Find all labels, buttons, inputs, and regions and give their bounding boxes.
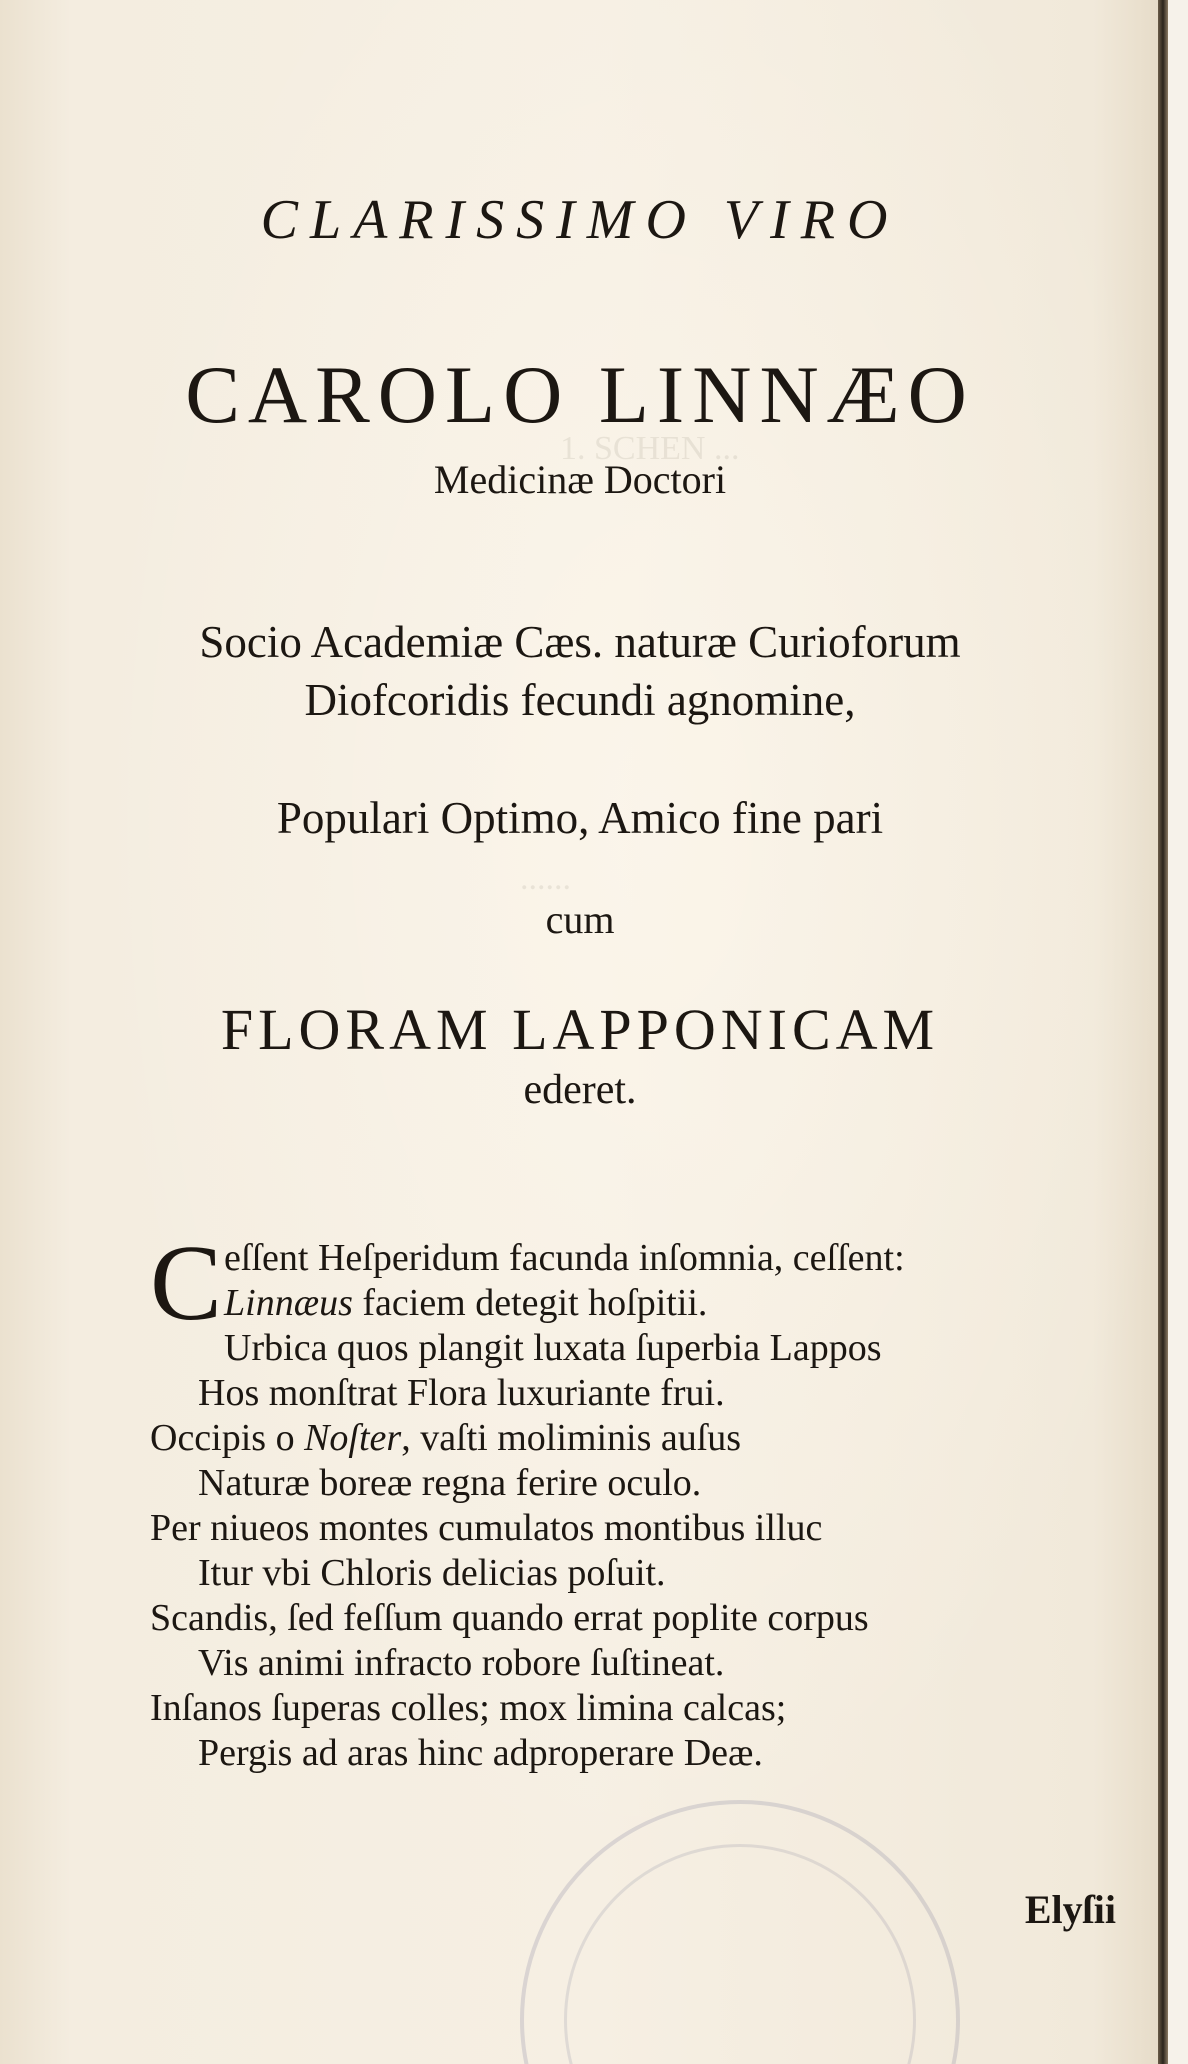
poem-line-5-rest: , vaſti moliminis auſus [401, 1417, 742, 1459]
poem-line-2 [150, 1281, 1110, 1326]
poem-line-7: Per niueos montes cumulatos montibus illuc [150, 1507, 823, 1549]
library-stamp [520, 1800, 960, 2064]
poem-line-2-italic: Linnæus [224, 1282, 353, 1324]
poem [150, 1224, 1110, 1776]
drop-cap: C [150, 1224, 223, 1343]
poem-line-4: Hos monſtrat Flora luxuriante frui. [198, 1372, 725, 1414]
page-edge-shadow [1158, 0, 1168, 2064]
bleed-through-text: ...... [520, 860, 571, 897]
poem-line-8: Itur vbi Chloris delicias poſuit. [198, 1552, 666, 1594]
poem-line-5-start: Occipis o [150, 1417, 305, 1459]
dedication-line-3: Populari Optimo, Amico fine pari [276, 793, 884, 843]
poem-line-5-italic: Noſter [304, 1417, 402, 1459]
right-margin [1168, 0, 1188, 2064]
dedication-heading: CLARISSIMO VIRO [260, 189, 900, 251]
dedication-line-4: cum [545, 897, 615, 942]
dedication-line-2: Diofcoridis fecundi agnomine, [304, 675, 856, 725]
poem-line-9: Scandis, ſed feſſum quando errat poplite corpus [150, 1597, 869, 1639]
poem-line-3: Urbica quos plangit luxata ſuperbia Lappos [224, 1327, 882, 1369]
catchword: Elyſii [1024, 1887, 1116, 1932]
bleed-through-text: 1. SCHEN ... [560, 430, 740, 467]
poem-line-12: Pergis ad aras hinc adproperare Deæ. [198, 1732, 763, 1774]
dedication-line-1: Socio Academiæ Cæs. naturæ Curioforum [199, 617, 961, 667]
dedication-line-6: ederet. [523, 1067, 637, 1113]
poem-line-1: eſſent Heſperidum facunda inſomnia, ceſſent: [224, 1237, 905, 1279]
book-title: FLORAM LAPPONICAM [220, 997, 940, 1062]
poem-line-6: Naturæ boreæ regna ferire oculo. [198, 1462, 702, 1504]
poem-line-2-rest: faciem detegit hoſpitii. [352, 1282, 708, 1324]
dedicatee-title: Medicinæ Doctori [433, 457, 727, 502]
poem-line-10: Vis animi infracto robore ſuſtineat. [198, 1642, 725, 1684]
dedicatee-name: CAROLO LINNÆO [185, 349, 975, 440]
poem-line-11: Inſanos ſuperas colles; mox limina calcas; [150, 1687, 787, 1729]
library-stamp-inner-ring [564, 1844, 916, 2064]
poem-line-5 [150, 1416, 1110, 1461]
